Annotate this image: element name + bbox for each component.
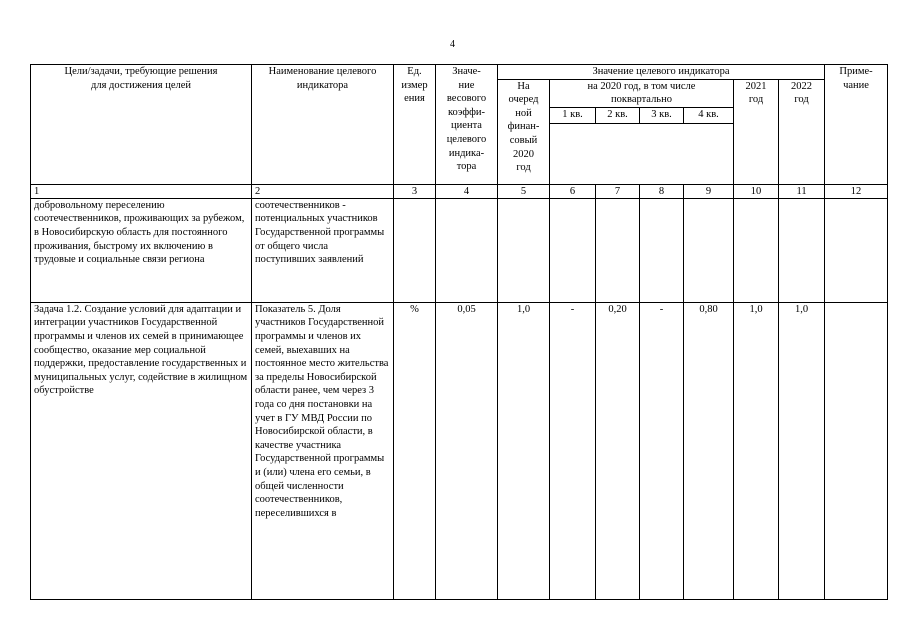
y2021-cell <box>734 198 779 302</box>
next-year-cell <box>498 198 550 302</box>
q2-cell: 0,20 <box>596 302 640 599</box>
y2021-cell: 1,0 <box>734 302 779 599</box>
col-num: 7 <box>596 184 640 198</box>
header-note: Приме- чание <box>825 65 888 185</box>
goal-cell: Задача 1.2. Создание условий для адаптации и интеграции участников Государственной программы и членов их семей в принимающее сообщество, оказание мер социальной поддержки, предоставление государственных и муниципальных услуг, содействие в жилищном обустройстве <box>31 302 252 599</box>
col-num: 2 <box>252 184 394 198</box>
header-weight: Значе- ние весового коэффи- циента целевого индика- тора <box>436 65 498 185</box>
header-q1: 1 кв. <box>550 107 596 123</box>
q4-cell <box>684 198 734 302</box>
header-target-value: Значение целевого индикатора <box>498 65 825 80</box>
col-num: 8 <box>640 184 684 198</box>
header-goals: Цели/задачи, требующие решения для достижения целей <box>31 65 252 185</box>
weight-cell: 0,05 <box>436 302 498 599</box>
y2022-cell: 1,0 <box>779 302 825 599</box>
q1-cell: - <box>550 302 596 599</box>
col-num: 10 <box>734 184 779 198</box>
header-indicator-name: Наименование целевого индикатора <box>252 65 394 185</box>
goal-cell: добровольному переселению соотечественников, проживающих за рубежом, в Новосибирскую область для постоянного проживания, быстрому их включению в трудовые и социальные связи региона <box>31 198 252 302</box>
table-row <box>31 198 888 302</box>
q3-cell: - <box>640 302 684 599</box>
header-year-2020: на 2020 год, в том числе поквартально <box>550 79 734 107</box>
y2022-cell <box>779 198 825 302</box>
q1-cell <box>550 198 596 302</box>
unit-cell: % <box>394 302 436 599</box>
q3-cell <box>640 198 684 302</box>
note-cell <box>825 302 888 599</box>
col-num: 11 <box>779 184 825 198</box>
header-q4: 4 кв. <box>684 107 734 123</box>
page-number: 4 <box>450 39 455 50</box>
header-next-fin-year: На очеред ной финан- совый 2020 год <box>498 79 550 184</box>
indicator-cell: соотечественников - потенциальных участников Государственной программы от общего числа поступивших заявлений <box>252 198 394 302</box>
header-unit: Ед. измер ения <box>394 65 436 185</box>
column-number-row <box>31 184 888 198</box>
q4-cell: 0,80 <box>684 302 734 599</box>
col-num: 6 <box>550 184 596 198</box>
indicators-table <box>30 64 888 600</box>
indicator-cell: Показатель 5. Доля участников Государственной программы и членов их семей, выехавших на постоянное место жительства за пределы Новосибирской области ранее, чем через 3 года со дня постановки на учет в ГУ МВД России по Новосибирской области, в качестве участника Государственной программы и (или) члена его семьи, в общей численности соотечественников, переселившихся в <box>252 302 394 599</box>
col-num: 1 <box>31 184 252 198</box>
col-num: 5 <box>498 184 550 198</box>
next-year-cell: 1,0 <box>498 302 550 599</box>
weight-cell <box>436 198 498 302</box>
header-2022: 2022 год <box>779 79 825 184</box>
unit-cell <box>394 198 436 302</box>
header-2021: 2021 год <box>734 79 779 184</box>
note-cell <box>825 198 888 302</box>
header-q3: 3 кв. <box>640 107 684 123</box>
q2-cell <box>596 198 640 302</box>
col-num: 12 <box>825 184 888 198</box>
col-num: 9 <box>684 184 734 198</box>
col-num: 4 <box>436 184 498 198</box>
header-q2: 2 кв. <box>596 107 640 123</box>
col-num: 3 <box>394 184 436 198</box>
table-row <box>31 302 888 599</box>
header-quarter-spacer <box>550 123 734 184</box>
